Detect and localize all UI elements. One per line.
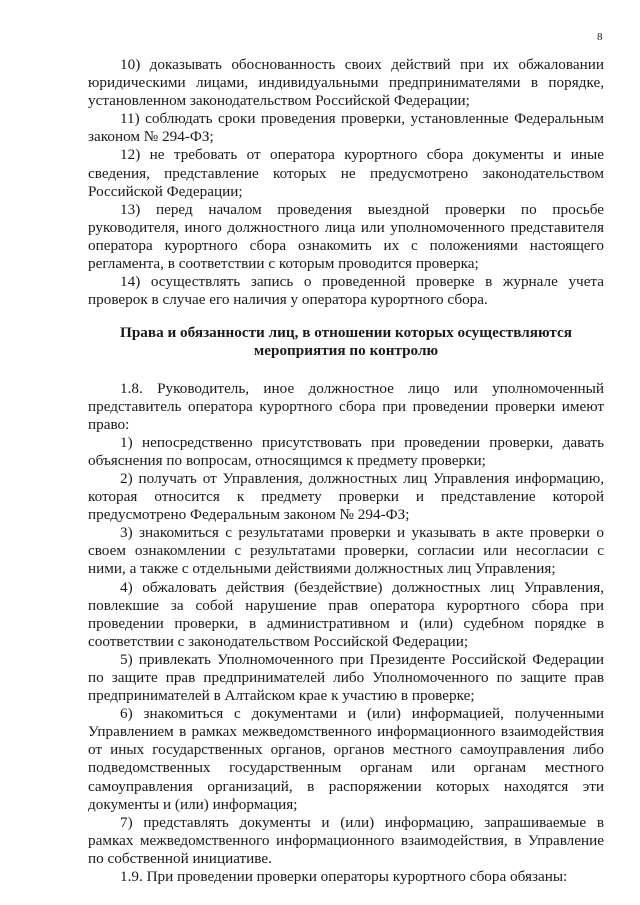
right-item-2: 2) получать от Управления, должностных лиц Управления информацию, которая относится к предмету проверки и представление которой предусмотрено Федеральным законом № 294-ФЗ; — [88, 469, 604, 524]
right-item-7: 7) представлять документы и (или) информацию, запрашиваемые в рамках межведомственного информационного взаимодействия, в Управление по собственной инициативе. — [88, 813, 604, 867]
page-number: 8 — [597, 31, 603, 43]
rights-intro: 1.8. Руководитель, иное должностное лицо или уполномоченный представитель оператора курортного сбора при проведении проверки имеют право: — [88, 379, 604, 433]
document-body — [88, 56, 604, 886]
section-heading — [88, 324, 604, 360]
right-item-4: 4) обжаловать действия (бездействие) должностных лиц Управления, повлекшие за собой нарушение прав оператора курортного сбора при проведении проверки, в административном и (или) судебном порядке в соответствии с законодательством Российской Федерации; — [88, 578, 604, 650]
section-heading-line-2: мероприятия по контролю — [253, 342, 439, 360]
right-item-1: 1) непосредственно присутствовать при проведении проверки, давать объяснения по вопросам, относящимся к предмету проверки; — [88, 433, 604, 469]
duty-item-11: 11) соблюдать сроки проведения проверки, установленные Федеральным законом № 294-ФЗ; — [88, 110, 604, 146]
duty-item-12: 12) не требовать от оператора курортного сбора документы и иные сведения, представление которых не предусмотрено законодательством Российской Федерации; — [88, 146, 604, 200]
obligations-intro: 1.9. При проведении проверки операторы курортного сбора обязаны: — [120, 868, 568, 886]
duty-item-10: 10) доказывать обоснованность своих действий при их обжаловании юридическими лицами, индивидуальными предпринимателями в порядке, установленном законодательством Российской Федерации; — [88, 56, 604, 110]
right-item-6: 6) знакомиться с документами и (или) информацией, полученными Управлением в рамках межведомственного информационного взаимодействия от иных государственных органов, органов местного самоуправления либо подведомственных государственным органам или органам местного самоуправления организаций, в распоряжении которых находятся эти документы и (или) информация; — [88, 705, 604, 813]
duty-item-13: 13) перед началом проведения выездной проверки по просьбе руководителя, иного должностного лица или уполномоченного представителя оператора курортного сбора ознакомить их с положениями настоящего регламента, в соответствии с которым проводится проверка; — [88, 200, 604, 273]
duty-item-14: 14) осуществлять запись о проведенной проверке в журнале учета проверок в случае его наличия у оператора курортного сбора. — [88, 273, 604, 309]
section-heading-line-1: Права и обязанности лиц, в отношении которых осуществляются — [120, 324, 572, 342]
right-item-5: 5) привлекать Уполномоченного при Президенте Российской Федерации по защите прав предпринимателей либо Уполномоченного по защите прав предпринимателей в Алтайском крае к участию в проверке; — [88, 650, 604, 705]
right-item-3: 3) знакомиться с результатами проверки и указывать в акте проверки о своем ознакомлении с результатами проверки, согласии или несогласии с ними, а также с отдельными действиями должностных лиц Управления; — [88, 524, 604, 578]
